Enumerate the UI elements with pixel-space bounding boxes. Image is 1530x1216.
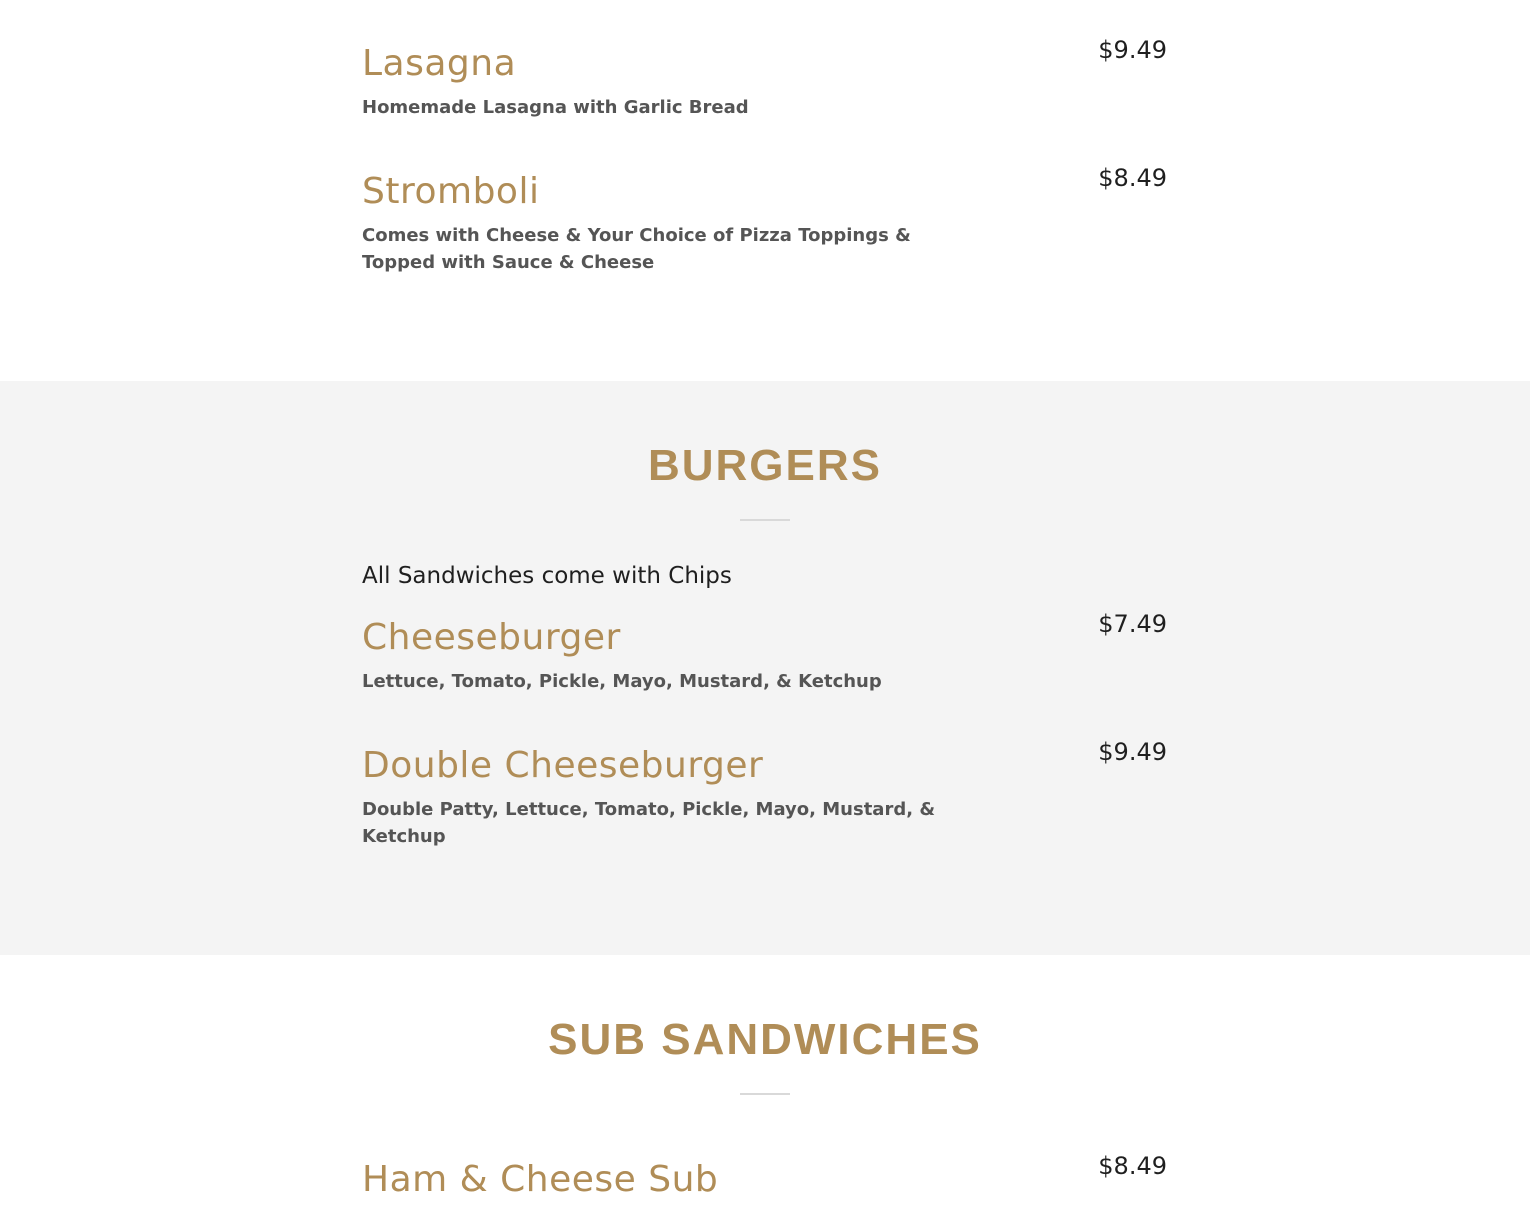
menu-item-price: $7.49 [1098, 610, 1167, 638]
section-divider [740, 519, 790, 521]
menu-item-lasagna [362, 36, 1167, 132]
menu-item-name: Cheeseburger [362, 617, 621, 658]
menu-item-stromboli [362, 164, 1167, 290]
menu-item-description: Homemade Lasagna with Garlic Bread [362, 97, 749, 118]
section-title: BURGERS [647, 441, 883, 490]
burgers-section [0, 381, 1530, 955]
menu-item-name: Ham & Cheese Sub [362, 1159, 719, 1200]
menu-item-name: Double Cheeseburger [362, 745, 764, 786]
menu-item-price: $9.49 [1098, 36, 1167, 64]
menu-item-double-cheeseburger [362, 738, 1167, 864]
menu-item-description: Lettuce, Tomato, Pickle, Mayo, Mustard, & Ketchup [362, 671, 882, 692]
menu-item-description: Comes with Cheese & Your Choice of Pizza Toppings & Topped with Sauce & Cheese [362, 225, 911, 273]
menu-item-price: $8.49 [1098, 1152, 1167, 1180]
menu-item-name: Stromboli [362, 171, 540, 212]
section-title: SUB SANDWICHES [548, 1015, 982, 1064]
pasta-section [0, 0, 1530, 381]
menu-item-price: $8.49 [1098, 164, 1167, 192]
menu-item-description: Double Patty, Lettuce, Tomato, Pickle, Mayo, Mustard, & Ketchup [362, 799, 936, 847]
menu-item-cheeseburger [362, 610, 1167, 706]
menu-item-ham-cheese-sub [362, 1152, 1167, 1216]
menu-item-price: $9.49 [1098, 738, 1167, 766]
section-divider [740, 1093, 790, 1095]
section-note: All Sandwiches come with Chips [362, 563, 732, 589]
subs-section [0, 955, 1530, 1216]
menu-item-name: Lasagna [362, 43, 517, 84]
